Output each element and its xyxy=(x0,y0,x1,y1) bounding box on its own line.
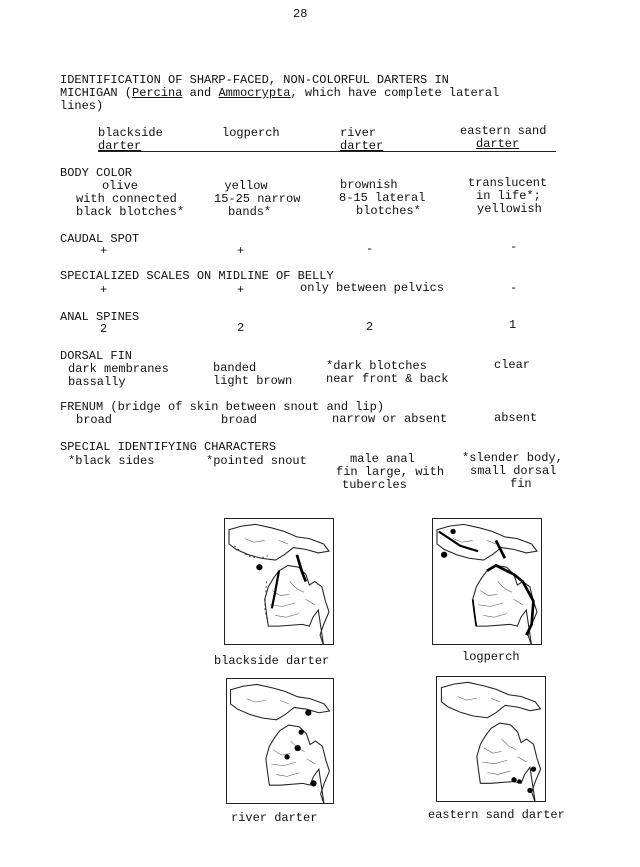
cell-scales-blackside: + xyxy=(100,283,108,297)
cell-special-blackside: *black sides xyxy=(68,454,155,468)
col-header-eastern-sand-2: darter xyxy=(476,137,520,151)
cell-body-color-blackside-3: black blotches* xyxy=(76,205,185,219)
title-line-2-end: , which have complete lateral xyxy=(290,86,500,100)
cell-special-logperch: *pointed snout xyxy=(206,454,307,468)
heading-specialized-scales: SPECIALIZED SCALES ON MIDLINE OF BELLY xyxy=(60,269,334,283)
cell-caudal-logperch: + xyxy=(237,244,245,258)
cell-caudal-eastern: - xyxy=(510,240,518,254)
cell-dorsal-river-2: near front & back xyxy=(326,372,449,386)
cell-special-eastern-1: *slender body, xyxy=(462,451,563,465)
cell-anal-blackside: 2 xyxy=(100,322,108,336)
col-header-blackside: blackside xyxy=(98,126,163,140)
cell-dorsal-river-1: *dark blotches xyxy=(326,359,427,373)
cell-dorsal-blackside-2: bassally xyxy=(68,375,126,389)
col-header-river-2: darter xyxy=(340,139,384,153)
cell-body-color-logperch-2: 15-25 narrow xyxy=(214,192,301,206)
cell-body-color-river-3: blotches* xyxy=(356,204,421,218)
cell-body-color-eastern-2: in life*; xyxy=(476,189,541,203)
cell-body-color-logperch-1: yellow xyxy=(224,179,268,193)
cell-dorsal-eastern: clear xyxy=(494,358,531,372)
map-caption-logperch: logperch xyxy=(462,650,520,664)
cell-special-eastern-3: fin xyxy=(510,477,532,491)
page-number: 28 xyxy=(293,7,308,21)
map-blackside-darter xyxy=(224,518,334,645)
cell-scales-river: only between pelvics xyxy=(300,281,445,295)
col-header-logperch: logperch xyxy=(222,126,280,140)
michigan-map-icon xyxy=(225,519,333,644)
title-line-1: IDENTIFICATION OF SHARP-FACED, NON-COLORFUL DARTERS IN xyxy=(60,73,449,87)
map-logperch xyxy=(432,518,542,645)
cell-body-color-river-2: 8-15 lateral xyxy=(339,191,426,205)
cell-frenum-blackside: broad xyxy=(76,413,113,427)
cell-dorsal-logperch-1: banded xyxy=(213,361,257,375)
heading-body-color: BODY COLOR xyxy=(60,166,133,180)
cell-dorsal-logperch-2: light brown xyxy=(213,374,293,388)
michigan-map-icon xyxy=(433,519,541,644)
cell-body-color-eastern-3: yellowish xyxy=(477,202,542,216)
cell-special-eastern-2: small dorsal xyxy=(470,464,557,478)
michigan-map-icon xyxy=(227,679,333,803)
cell-anal-eastern: 1 xyxy=(509,318,517,332)
cell-dorsal-blackside-1: dark membranes xyxy=(68,362,169,376)
title-line-2 xyxy=(60,87,499,100)
cell-body-color-logperch-3: bands* xyxy=(228,205,272,219)
michigan-map-icon xyxy=(437,677,545,801)
cell-frenum-logperch: broad xyxy=(221,413,258,427)
heading-caudal-spot: CAUDAL SPOT xyxy=(60,232,140,246)
cell-anal-logperch: 2 xyxy=(237,321,245,335)
map-caption-blackside: blackside darter xyxy=(214,654,330,668)
title-line-3: lines) xyxy=(60,99,104,113)
cell-body-color-eastern-1: translucent xyxy=(468,176,548,190)
heading-frenum: FRENUM (bridge of skin between snout and lip) xyxy=(60,400,385,414)
heading-anal-spines: ANAL SPINES xyxy=(60,310,140,324)
cell-anal-river: 2 xyxy=(366,320,374,334)
cell-caudal-blackside: + xyxy=(100,244,108,258)
header-rule xyxy=(98,151,556,152)
title-line-2-mid: and xyxy=(182,86,219,100)
genus-ammocrypta: Ammocrypta xyxy=(218,86,291,100)
cell-special-river-1: male anal xyxy=(350,452,415,466)
col-header-blackside-2: darter xyxy=(98,139,142,153)
cell-body-color-river-1: brownish xyxy=(340,178,398,192)
map-caption-river: river darter xyxy=(231,811,318,825)
col-header-eastern-sand: eastern sand xyxy=(460,124,547,138)
cell-caudal-river: - xyxy=(366,242,374,256)
cell-body-color-blackside-1: olive xyxy=(101,179,138,193)
cell-body-color-blackside-2: with connected xyxy=(76,192,177,206)
cell-special-river-2: fin large, with xyxy=(336,465,445,479)
title-line-2-start: MICHIGAN ( xyxy=(60,86,133,100)
cell-frenum-eastern: absent xyxy=(494,411,538,425)
map-river-darter xyxy=(226,678,334,804)
heading-special-characters: SPECIAL IDENTIFYING CHARACTERS xyxy=(60,440,277,454)
genus-percina: Percina xyxy=(132,86,183,100)
cell-frenum-river: narrow or absent xyxy=(332,412,448,426)
cell-scales-eastern: - xyxy=(510,281,518,295)
col-header-river: river xyxy=(340,126,377,140)
map-eastern-sand-darter xyxy=(436,676,546,802)
cell-special-river-3: tubercles xyxy=(342,478,407,492)
cell-scales-logperch: + xyxy=(237,283,245,297)
heading-dorsal-fin: DORSAL FIN xyxy=(60,349,133,363)
map-caption-eastern-sand: eastern sand darter xyxy=(428,808,565,822)
